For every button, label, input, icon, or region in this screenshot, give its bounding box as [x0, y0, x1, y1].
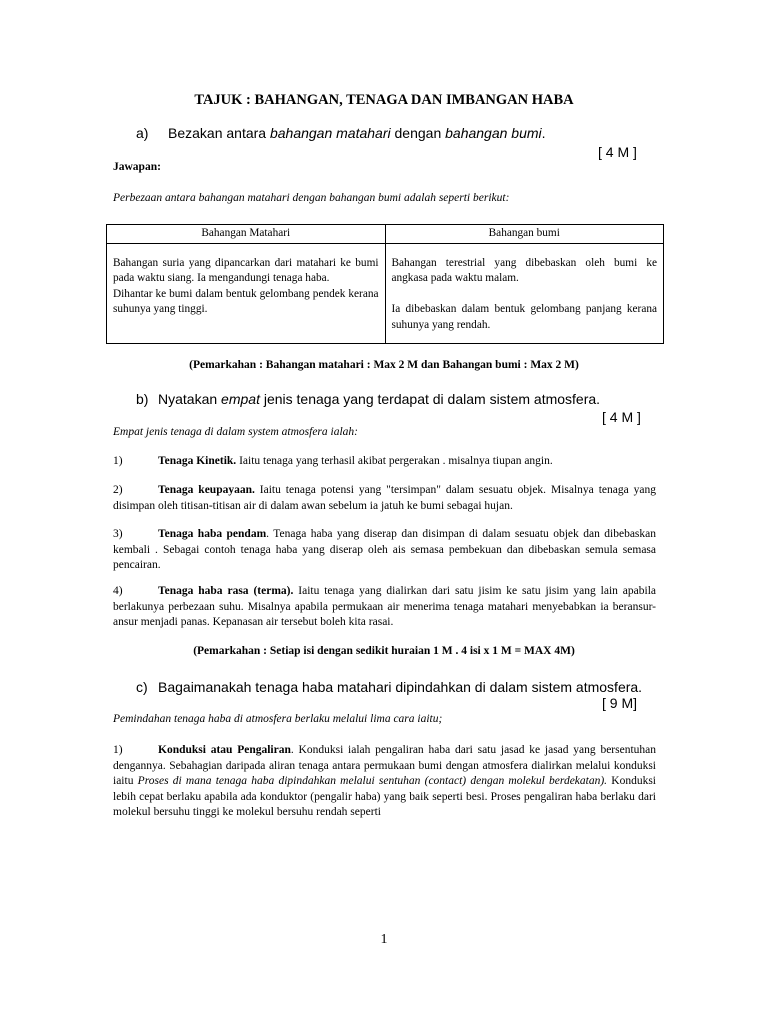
- list-item: [113, 483, 656, 514]
- matahari-point-2: Dihantar ke bumi dalam bentuk gelombang pendek kerana suhunya yang tinggi.: [113, 287, 379, 315]
- question-c: [136, 679, 642, 695]
- list-item-number: 2): [113, 484, 123, 496]
- question-b-label: b): [136, 391, 149, 407]
- table-cell-bumi: [385, 243, 664, 344]
- question-c-text: Bagaimanakah tenaga haba matahari dipindahkan di dalam sistem atmosfera.: [158, 679, 643, 695]
- table-header-matahari: Bahangan Matahari: [107, 225, 386, 244]
- list-item-number: 3): [113, 528, 123, 540]
- konduksi-text-2: Konduksi lebih cepat berlaku apabila ada konduktor (pengalir haba) yang baik seperti besi. Proses pengaliran haba berlaku dari molekul bersuhu tinggi ke molekul bersuhu rendah seperti: [113, 775, 656, 818]
- question-a-text-1: Bezakan antara: [168, 125, 270, 141]
- energy-desc: Iaitu tenaga yang terhasil akibat pergerakan . misalnya tiupan angin.: [236, 455, 553, 467]
- table-row: [107, 243, 664, 344]
- list-item: [113, 743, 656, 821]
- table-header-row: [107, 225, 664, 244]
- energy-term: Tenaga haba pendam: [158, 528, 267, 540]
- bumi-point-2: Ia dibebaskan dalam bentuk gelombang panjang kerana suhunya yang rendah.: [391, 303, 657, 331]
- konduksi-text-1: . Konduksi ialah pengaliran haba dari satu jasad ke jasad yang bersentuhan dengannya. Sebahagian daripada aliran tenaga antara permukaan bumi dengan atmosfera dialirkan melalui konduksi iaitu: [113, 744, 657, 787]
- question-a-marks: [ 4 M ]: [598, 144, 637, 160]
- table-cell-matahari: [107, 243, 386, 344]
- list-item: [113, 454, 656, 470]
- question-b-text-2: jenis tenaga yang terdapat di dalam sistem atmosfera.: [259, 391, 601, 407]
- intro-b: Empat jenis tenaga di dalam system atmosfera ialah:: [113, 426, 358, 438]
- konduksi-term: Konduksi atau Pengaliran: [158, 744, 291, 756]
- list-item: [113, 584, 656, 631]
- question-c-marks: [ 9 M]: [602, 695, 638, 711]
- page-title: TAJUK : BAHANGAN, TENAGA DAN IMBANGAN HABA: [194, 92, 574, 108]
- question-b-marks: [ 4 M ]: [602, 409, 641, 425]
- question-b-emphasis: empat: [221, 391, 260, 407]
- list-item: [113, 527, 656, 574]
- list-item-number: 4): [113, 585, 123, 597]
- question-c-label: c): [136, 679, 148, 695]
- energy-desc: Iaitu tenaga yang dialirkan dari satu jisim ke satu jisim yang lain apabila berlakunya perbezaan suhu. Misalnya apabila permukaan air menerima tenaga matahari menyebabkan ia beransur-ansur menjadi panas. Kepanasan air tersebut boleh kita rasai.: [113, 585, 657, 628]
- energy-term: Tenaga Kinetik.: [158, 455, 237, 467]
- intro-a: Perbezaan antara bahangan matahari dengan bahangan bumi adalah seperti berikut:: [113, 192, 510, 204]
- bumi-point-1: Bahangan terestrial yang dibebaskan oleh bumi ke angkasa pada waktu malam.: [391, 256, 657, 284]
- pemarkahan-b: (Pemarkahan : Setiap isi dengan sedikit huraian 1 M . 4 isi x 1 M = MAX 4M): [193, 645, 575, 657]
- matahari-point-1: Bahangan suria yang dipancarkan dari matahari ke bumi pada waktu siang. Ia mengandungi tenaga haba.: [113, 256, 379, 284]
- list-item-number: 1): [113, 744, 123, 756]
- question-a-emphasis-2: bahangan bumi: [445, 125, 542, 141]
- intro-c: Pemindahan tenaga haba di atmosfera berlaku melalui lima cara iaitu;: [113, 713, 443, 725]
- question-a-text-3: .: [541, 125, 546, 141]
- question-a-label: a): [136, 125, 149, 141]
- page-number: 1: [380, 932, 388, 947]
- energy-term: Tenaga keupayaan.: [158, 484, 255, 496]
- table-header-bumi: Bahangan bumi: [385, 225, 664, 244]
- energy-desc: . Tenaga haba yang diserap dan disimpan di dalam sesuatu objek dan dibebaskan kembali . Sebagai contoh tenaga haba yang diserap oleh ais semasa pembekuan dan dibebaskan semula semasa pencairan.: [113, 528, 657, 571]
- question-a-emphasis-1: bahangan matahari: [269, 125, 391, 141]
- comparison-table: [106, 224, 664, 344]
- jawapan-heading: Jawapan:: [113, 161, 161, 173]
- pemarkahan-a: (Pemarkahan : Bahangan matahari : Max 2 M dan Bahangan bumi : Max 2 M): [189, 359, 579, 371]
- list-item-number: 1): [113, 455, 123, 467]
- konduksi-emphasis: Proses di mana tenaga haba dipindahkan melalui sentuhan (contact) dengan molekul berdekatan).: [137, 775, 608, 787]
- question-b: [136, 391, 600, 407]
- question-b-text-1: Nyatakan: [158, 391, 222, 407]
- question-a: [136, 125, 546, 141]
- energy-term: Tenaga haba rasa (terma).: [158, 585, 294, 597]
- question-a-text-2: dengan: [390, 125, 446, 141]
- energy-desc: Iaitu tenaga potensi yang "tersimpan" dalam sesuatu objek. Misalnya tenaga yang disimpan oleh titisan-titisan air di dalam awan sebelum ia jatuh ke bumi sebagai hujan.: [113, 484, 656, 512]
